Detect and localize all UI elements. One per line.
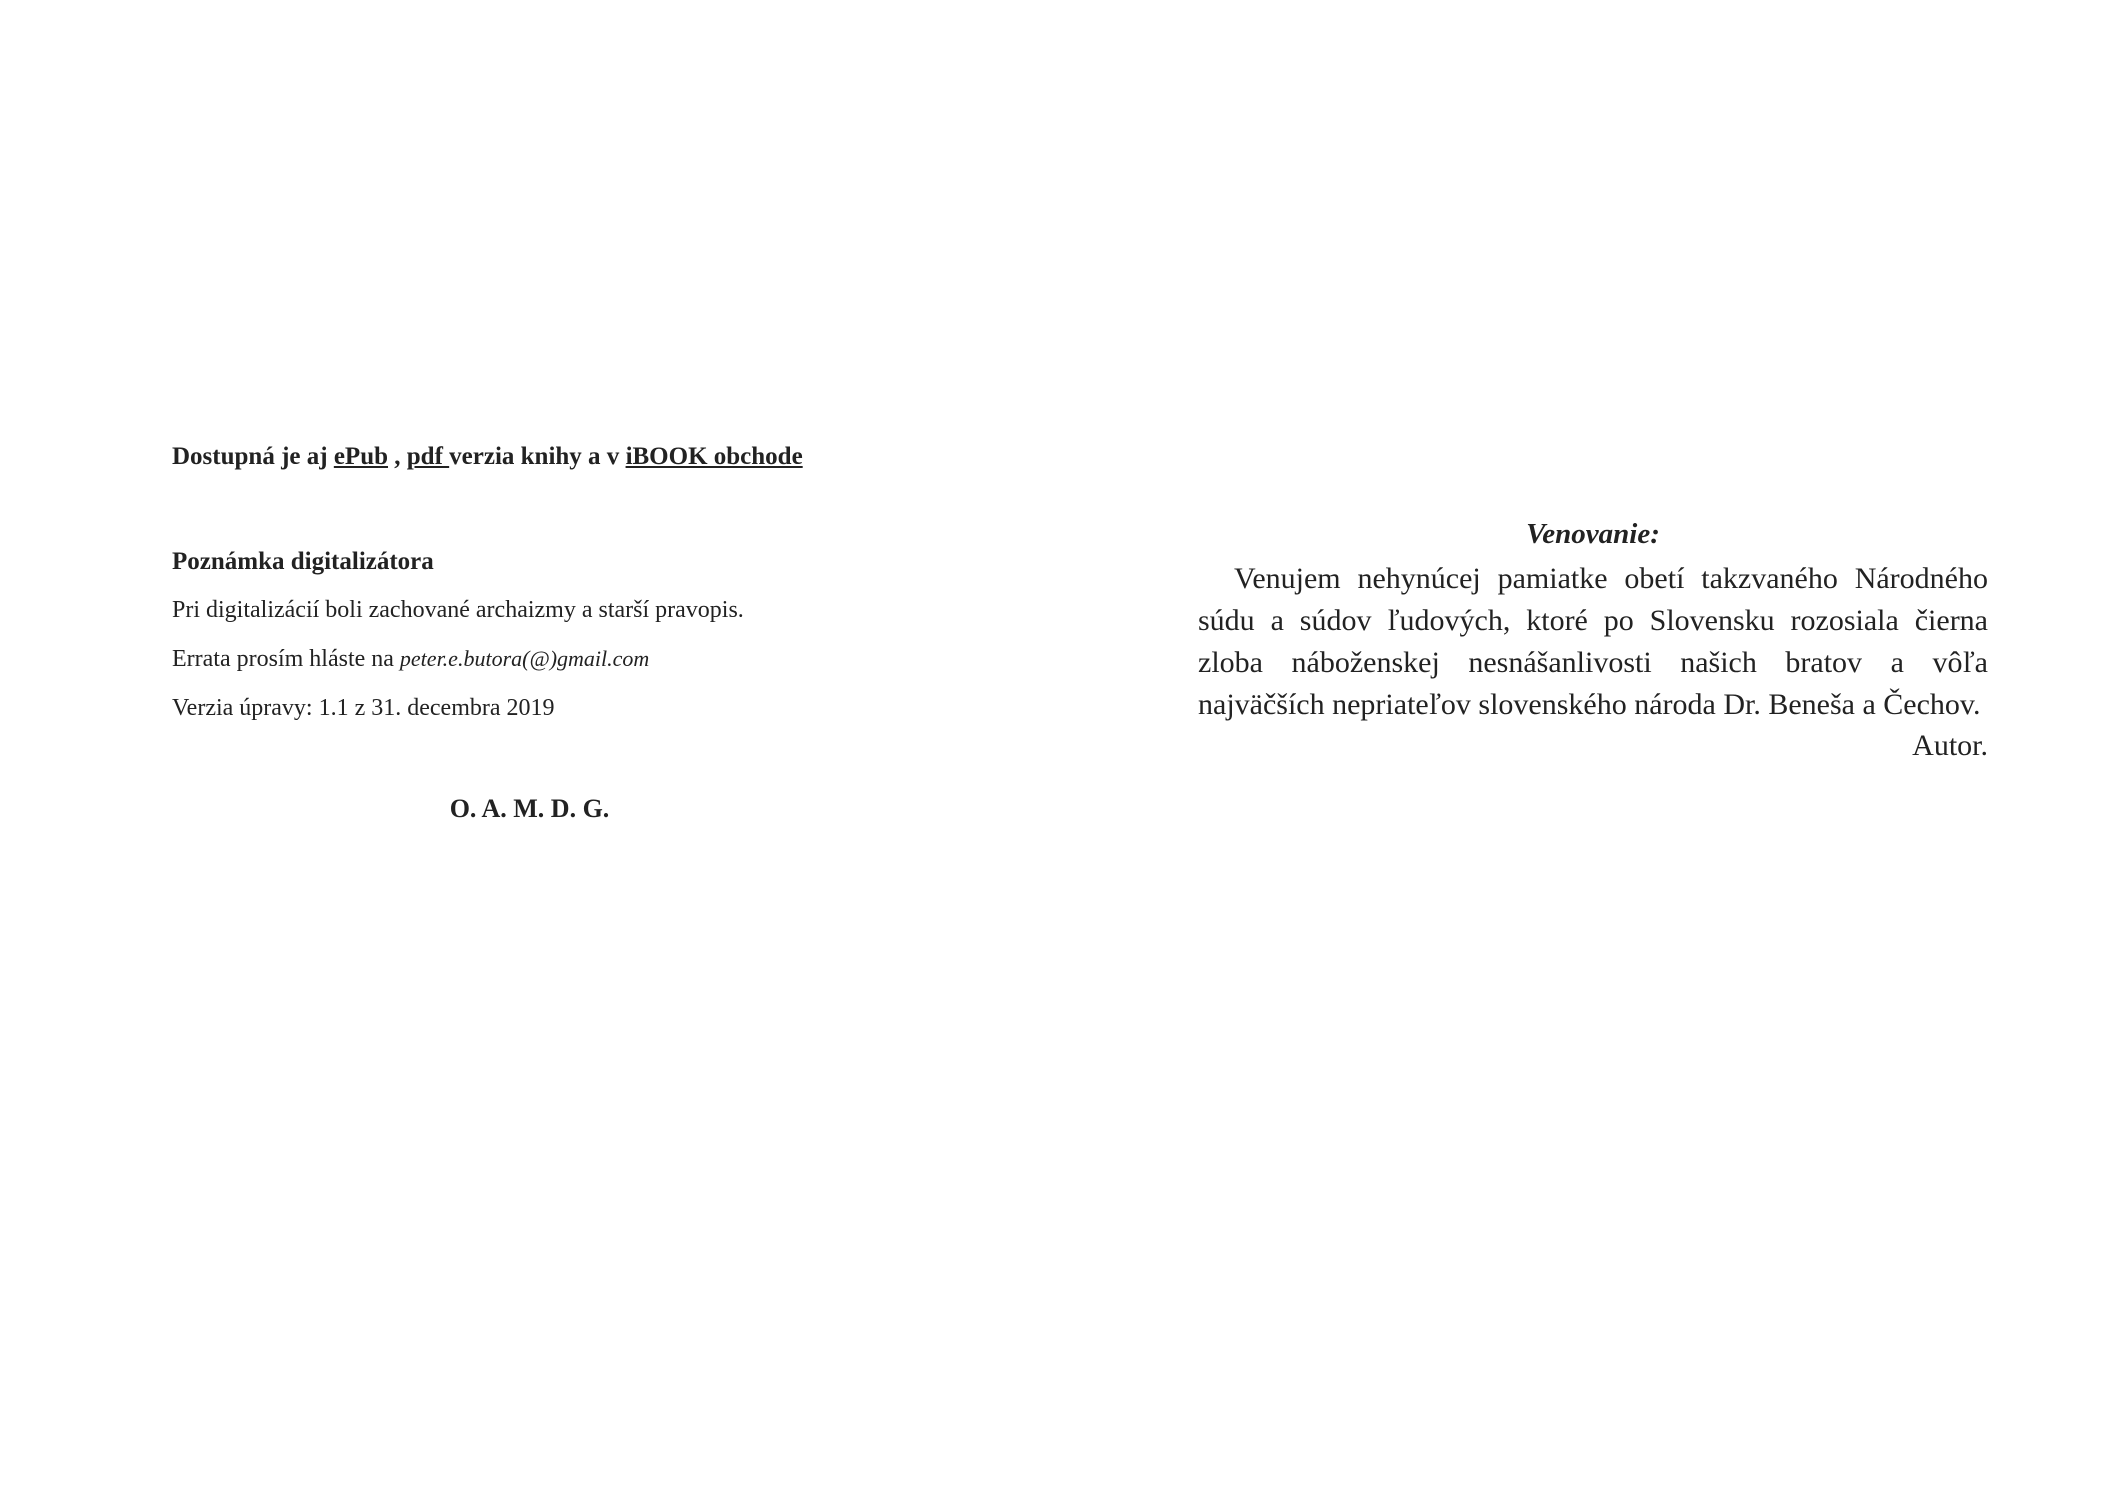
note-archaisms-line: Pri digitalizácií boli zachované archaizmy a starší pravopis. xyxy=(172,597,744,623)
pdf-link[interactable]: pdf xyxy=(406,443,450,470)
motto: O. A. M. D. G. xyxy=(449,794,610,823)
availability-prefix: Dostupná je aj xyxy=(172,443,334,470)
dedication-title: Venovanie: xyxy=(1526,518,1660,550)
note-errata-prefix: Errata prosím hláste na xyxy=(172,646,400,672)
availability-separator: , xyxy=(388,443,407,470)
availability-middle: verzia knihy a v xyxy=(449,443,626,470)
note-version-line: Verzia úpravy: 1.1 z 31. decembra 2019 xyxy=(172,695,555,721)
dedication-signature: Autor. xyxy=(1912,729,1988,762)
availability-notice xyxy=(172,443,803,471)
errata-email: peter.e.butora(@)gmail.com xyxy=(399,646,650,671)
ibook-link[interactable]: iBOOK obchode xyxy=(625,443,803,470)
note-errata-line xyxy=(172,646,649,673)
left-page xyxy=(172,0,1072,1500)
digitizer-note-heading: Poznámka digitalizátora xyxy=(172,548,434,575)
epub-link[interactable]: ePub xyxy=(333,443,389,470)
right-page xyxy=(1198,0,1988,1500)
dedication-text: Venujem nehynúcej pamiatke obetí takzvaného Národného súdu a súdov ľudových, ktoré po Slovensku rozosiala čierna zloba náboženskej nesnášanlivosti našich bratov a vôľa najväčších nepriateľov slovenského národa Dr. Beneša a Čechov. xyxy=(1198,562,1988,721)
